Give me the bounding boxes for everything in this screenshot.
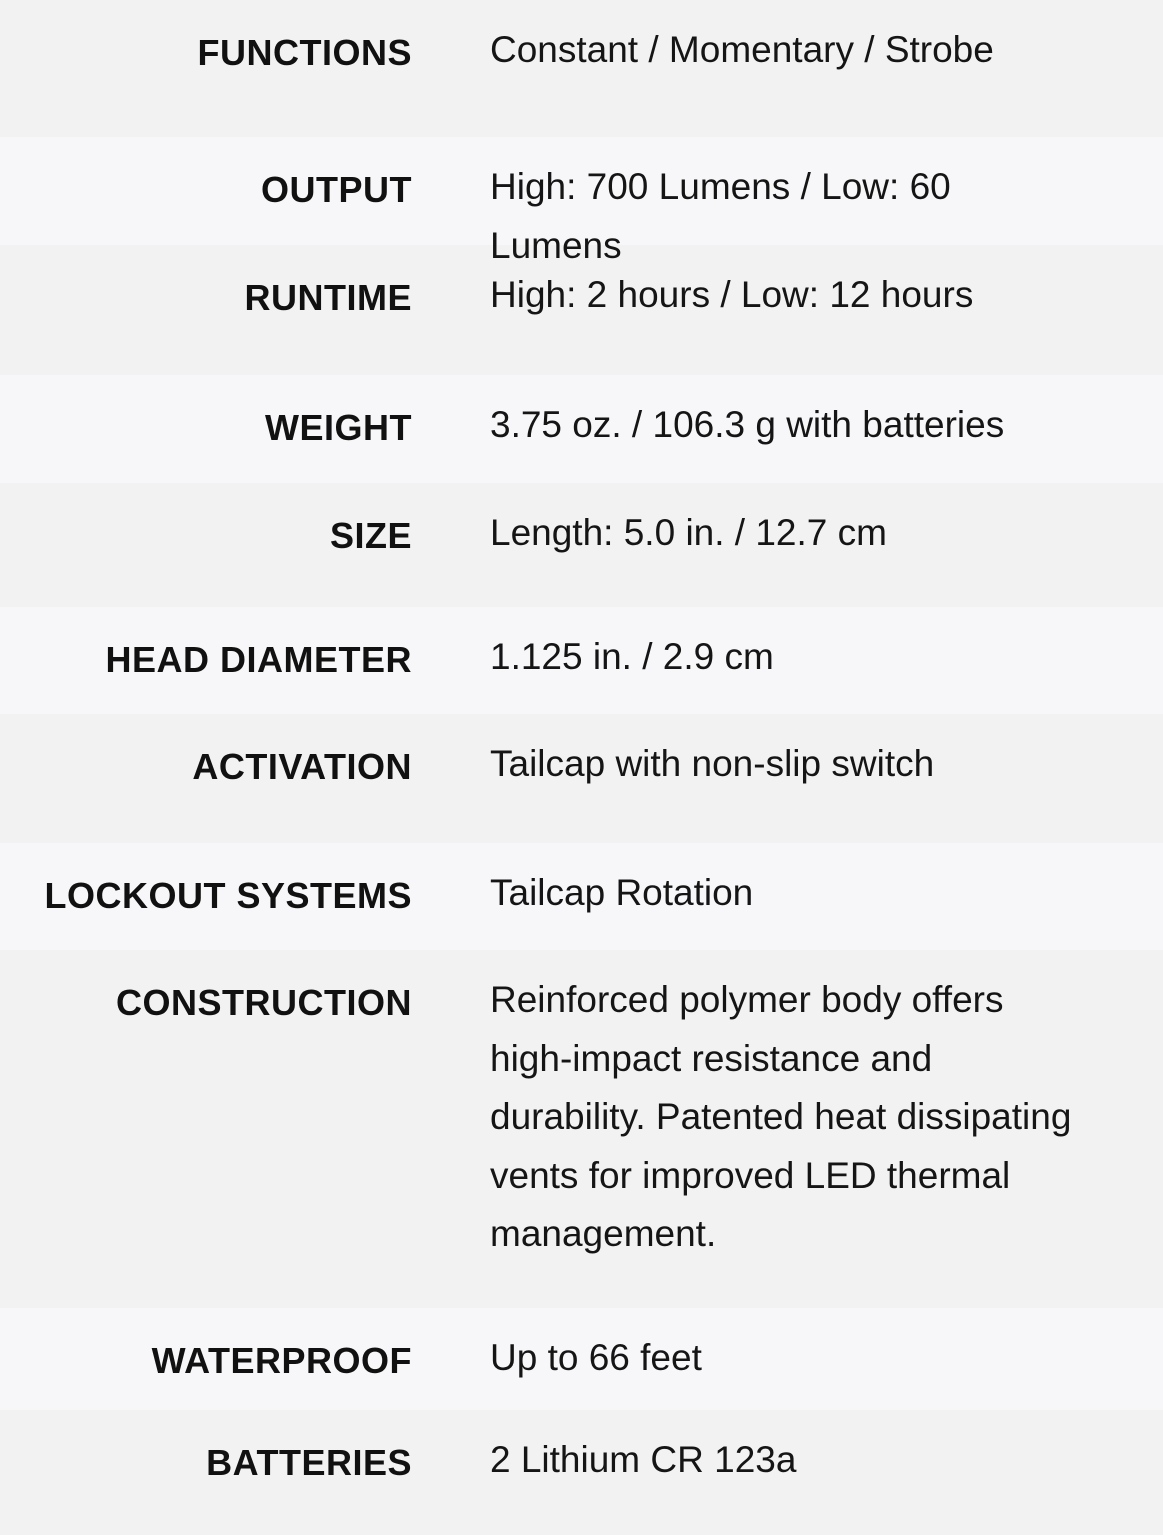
spec-value: Tailcap Rotation [490, 872, 754, 913]
spec-label: SIZE [329, 515, 412, 556]
spec-label: CONSTRUCTION [116, 982, 412, 1023]
spec-row-activation [0, 714, 1163, 843]
spec-row-output [0, 137, 1163, 266]
spec-label: ACTIVATION [192, 746, 412, 787]
spec-value: 1.125 in. / 2.9 cm [490, 636, 774, 677]
spec-row-batteries [0, 1410, 1163, 1535]
spec-value: Tailcap with non-slip switch [490, 743, 935, 784]
spec-value: Up to 66 feet [490, 1337, 702, 1378]
spec-value: High: 700 Lumens / Low: 60 Lumens [490, 166, 951, 266]
spec-value: 2 Lithium CR 123a [490, 1439, 797, 1480]
spec-label: FUNCTIONS [197, 32, 412, 73]
spec-row-size [0, 483, 1163, 607]
spec-label: HEAD DIAMETER [105, 639, 412, 680]
spec-row-head-diameter [0, 607, 1163, 714]
spec-value: Reinforced polymer body offers high-impact resistance and durability. Patented heat dissipating vents for improved LED thermal management. [490, 979, 1072, 1254]
spec-row-construction [0, 950, 1163, 1308]
spec-label: RUNTIME [244, 277, 412, 318]
spec-row-waterproof [0, 1308, 1163, 1410]
spec-value: 3.75 oz. / 106.3 g with batteries [490, 404, 1005, 445]
spec-row-lockout-systems [0, 843, 1163, 950]
spec-label: LOCKOUT SYSTEMS [44, 875, 412, 916]
spec-value: High: 2 hours / Low: 12 hours [490, 274, 974, 315]
spec-row-functions [0, 0, 1163, 137]
spec-label: WEIGHT [265, 407, 412, 448]
spec-value: Length: 5.0 in. / 12.7 cm [490, 512, 887, 553]
spec-value: Constant / Momentary / Strobe [490, 29, 994, 70]
spec-label: WATERPROOF [151, 1340, 412, 1381]
spec-row-weight [0, 375, 1163, 483]
spec-label: OUTPUT [261, 169, 412, 210]
spec-label: BATTERIES [206, 1442, 412, 1483]
